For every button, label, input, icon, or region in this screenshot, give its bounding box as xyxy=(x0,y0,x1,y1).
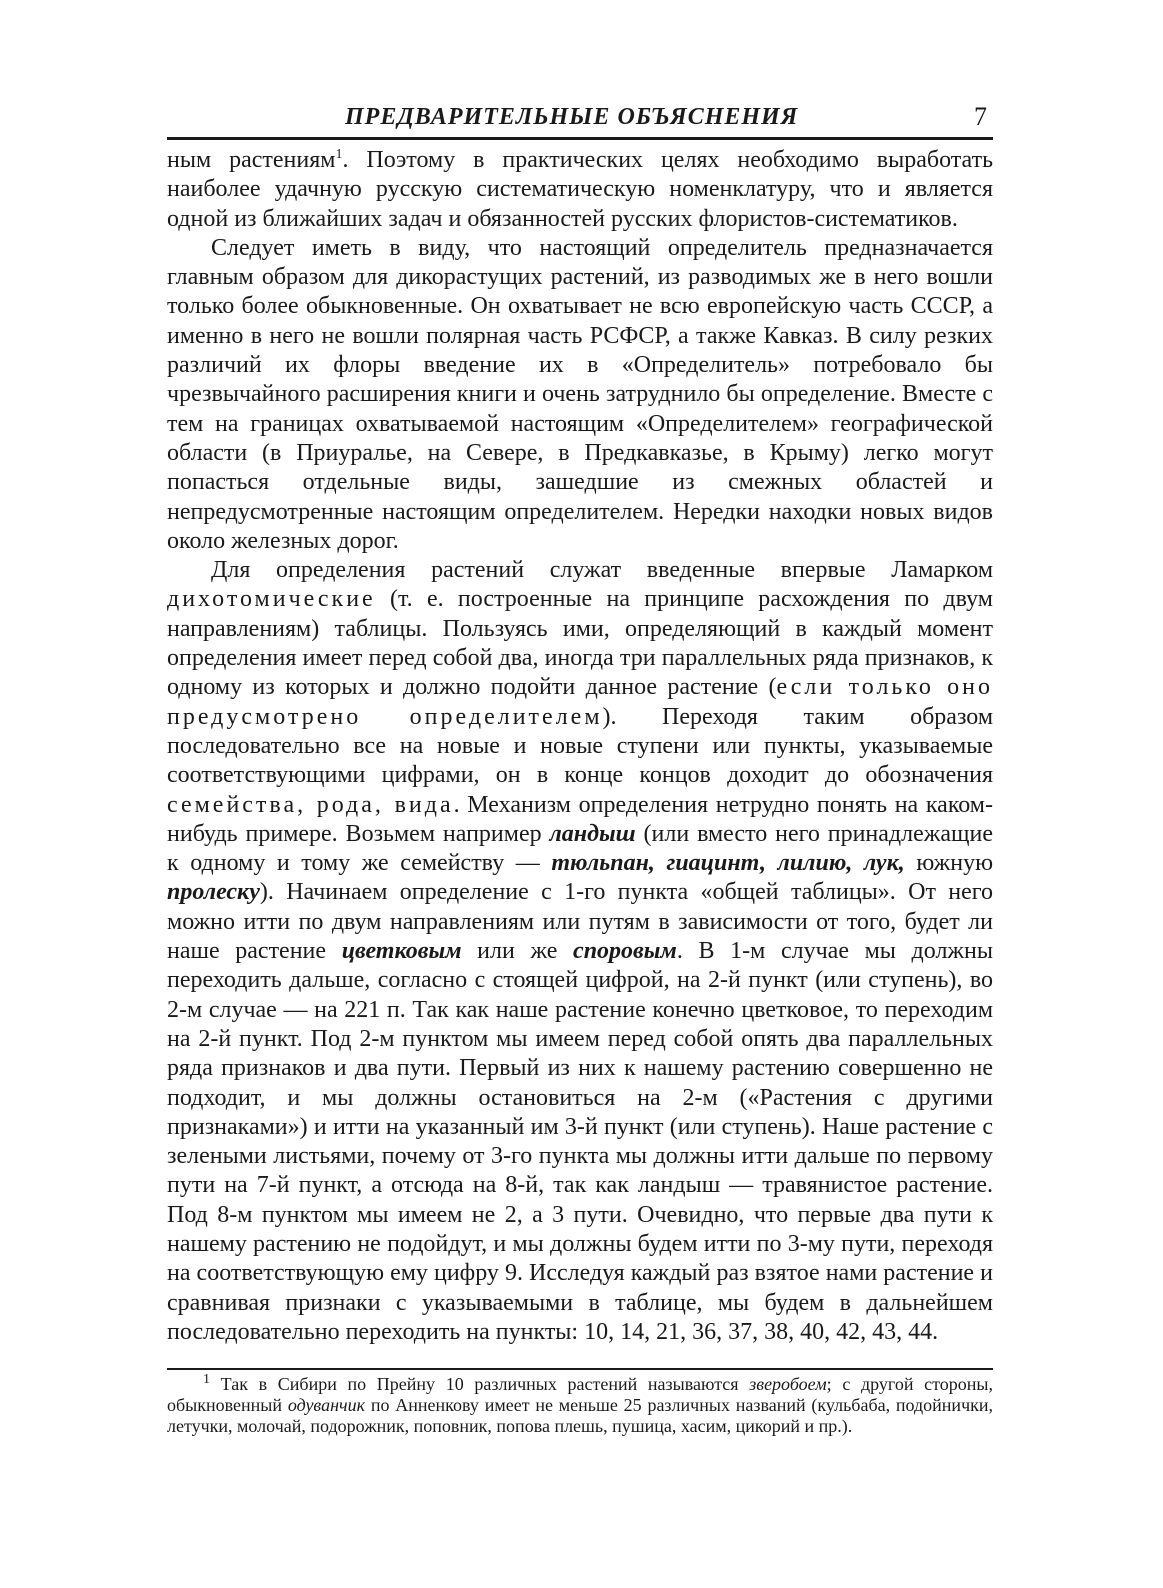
p3-s5: ). Переходя таким образом последовательно все на новые и новые ступени или пункты, указываемые соответствующими цифрами, он в конце концов доходит до обозначения xyxy=(167,703,994,789)
p1-text-b: . Поэтому в практических целях необходимо выработать наиболее удачную русскую систематическую номенклатуру, что и является одной из ближайших задач и обязанностей русских флористов-систематиков. xyxy=(167,147,994,232)
paragraph-2: Следует иметь в виду, что настоящий определитель предназначается главным образом для дикорастущих растений, из разводимых же в него вошли только более обыкновенные. Он охватывает не всю европейскую часть СССР, а именно в него не вошли полярная часть РСФСР, а также Кавказ. В силу резких различий их флоры введение их в «Определитель» потребовало бы чрезвычайного расширения книги и очень затруднило бы определение. Вместе с тем на границах охватываемой настоящим «Определителем» географической области (в Приуралье, на Севере, в Предкавказье, в Крыму) легко могут попасться отдельные виды, зашедшие из смежных областей и непредусмотренные настоящим определителем. Нередки находки новых видов около железных дорог. xyxy=(167,234,993,554)
footnote-term-oduvanchik: одуванчик xyxy=(287,1395,366,1415)
footnote-text-a: Так в Сибири по Прейну 10 различных растений называются xyxy=(210,1374,750,1394)
p3-term-family-list: тюльпан, гиацинт, лилию, лук, xyxy=(551,850,905,877)
p3-term-landysh: ландыш xyxy=(549,820,636,847)
p1-text-a: ным растениям xyxy=(167,147,336,173)
page-number: 7 xyxy=(974,102,987,131)
paragraph-3 xyxy=(167,556,993,1347)
footnote-1 xyxy=(167,1374,993,1437)
footnote-mark: 1 xyxy=(203,1372,210,1387)
p3-term-flowering: цветковым xyxy=(341,938,462,965)
p3-s11: южную xyxy=(904,850,994,877)
footnote-rule xyxy=(167,1368,993,1370)
p3-s7: . Механизм определения нетрудно понять на каком-нибудь примере. Возьмем например xyxy=(167,791,993,847)
footnote-text-e: по Анненкову имеет не меньше 25 различных названий (кульбаба, подойнички, летучки, молочай, подорожник, поповник, попова плешь, пушица, хасим, цикорий и пр.). xyxy=(167,1395,993,1436)
p3-s13: ). Начинаем определение с 1-го пункта «общей таблицы». От него можно итти по двум направлениям или путям в зависимости от того, будет ли наше растение xyxy=(167,879,993,965)
footnote-term-zveroboy: зверобоем xyxy=(749,1374,827,1394)
p3-spaced-phrase: если только оно предусмотрено определителем xyxy=(167,674,993,730)
p3-s9: (или вместо него принадлежащие к одному и тому же семейству — xyxy=(167,820,993,877)
main-text xyxy=(167,146,993,1347)
p3-spaced-term-dichotomic: дихотомические xyxy=(167,586,376,613)
running-title: ПРЕДВАРИТЕЛЬНЫЕ ОБЪЯСНЕНИЯ xyxy=(345,104,799,130)
footnotes xyxy=(167,1374,993,1437)
p3-s17: . В 1-м случае мы должны переходить дальше, согласно с стоящей цифрой, на 2-й пункт (или ступень), во 2-м случае — на 221 п. Так как наше растение конечно цветковое, то переходим на 2-й пункт. Под 2-м пунктом мы имеем перед собой опять два параллельных ряда признаков и два пути. Первый из них к нашему растению совершенно не подходит, и мы должны остановиться на 2-м («Растения с другими признаками») и итти на указанный им 3-й пункт (или ступень). Наше растение с зелеными листьями, почему от 3-го пункта мы должны итти дальше по первому пути на 7-й пункт, а отсюда на 8-й, так как ландыш — травянистое растение. Под 8-м пунктом мы имеем не 2, а 3 пути. Очевидно, что первые два пути к нашему растению не подойдут, и мы должны будем итти по 3-му пути, переходя на соответствующую ему цифру 9. Исследуя каждый раз взятое нами растение и сравнивая признаки с указываемыми в таблице, мы будем в дальнейшем последовательно переходить на пункты: 10, 14, 21, 36, 37, 38, 40, 42, 43, 44. xyxy=(167,938,993,1345)
p3-s3: (т. е. построенные на принципе расхождения по двум направлениям) таблицы. Пользуясь ими, определяющий в каждый момент определения имеет перед собой два, иногда три параллельных ряда признаков, к одному из которых и должно подойти данное растение ( xyxy=(167,586,993,701)
p3-spaced-taxa: семейства, рода, вида xyxy=(167,791,454,818)
header-rule xyxy=(167,137,993,140)
paragraph-1 xyxy=(167,146,993,234)
p3-term-spore: споровым xyxy=(573,938,677,965)
p3-s15: или же xyxy=(461,938,574,965)
page-header xyxy=(167,98,993,138)
footnote-reference: 1 xyxy=(335,147,343,162)
footnote-text-c: ; с другой стороны, обыкновенный xyxy=(167,1374,993,1415)
p3-s1: Для определения растений служат введенные впервые Ламарком xyxy=(211,557,993,584)
p3-term-proleska: пролеску xyxy=(167,879,260,906)
